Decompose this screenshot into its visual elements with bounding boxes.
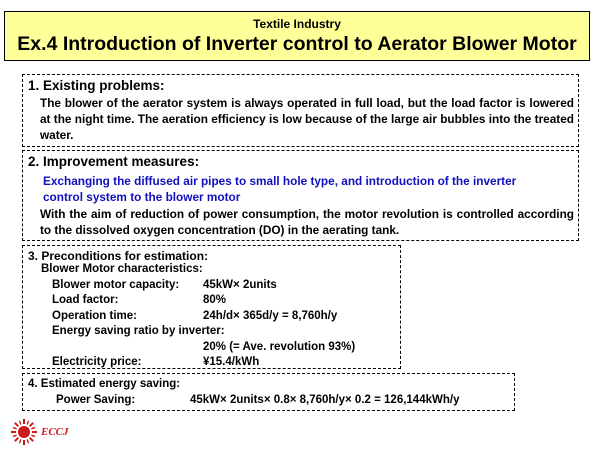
capacity-label: Blower motor capacity: [52,278,180,291]
section-title: 1. Existing problems: [28,78,165,93]
improvement-measures-box [22,150,579,241]
ratio-label: Energy saving ratio by inverter: [52,325,225,337]
list-item [41,262,355,278]
section-title: 2. Improvement measures: [28,154,200,169]
section-title-text: 4. Estimated energy saving: [28,378,181,390]
ratio-value: 20% (= Ave. revolution 93%) [203,340,356,353]
eccj-sun-logo-icon [10,418,38,446]
list-item [41,278,355,294]
list-item [41,340,355,356]
operation-label: Operation time: [52,309,137,322]
saving-label: Power Saving: [56,393,136,406]
operation-value: 24h/d× 365d/y = 8,760h/y [203,309,338,322]
category-label: Textile Industry [253,17,341,31]
title-banner [4,11,590,61]
subtitle: Blower Motor characteristics: [41,263,203,275]
highlight-text: Exchanging the diffused air pipes to small hole type, and introduction of the inverter control system to the blower motor [43,174,517,204]
capacity-value: 45kW× 2units [203,278,277,291]
section-title: 3. Preconditions for estimation: [28,249,209,263]
section-text: The blower of the aerator system is always operated in full load, but the load factor is lowered at the night time. The aeration efficiency is low because of the large air bubbles into the treated water. [40,96,574,142]
list-item [41,309,355,325]
saving-value: 45kW× 2units× 0.8× 8,760h/y× 0.2 = 126,144kWh/y [190,393,460,406]
price-value: ¥15.4/kWh [203,356,260,368]
list-item [41,293,355,309]
list-item [28,393,459,409]
list-item [41,355,355,371]
load-label: Load factor: [52,294,119,306]
section-title [28,377,459,393]
estimated-saving-box [22,373,515,411]
page-title: Ex.4 Introduction of Inverter control to Aerator Blower Motor [17,33,577,55]
logo-text: ECCJ [41,426,69,438]
preconditions-list [41,262,355,371]
section-text: With the aim of reduction of power consumption, the motor revolution is controlled according to the dissolved oxygen concentration (DO) in the aerating tank. [40,207,574,237]
eccj-logo [10,418,69,446]
list-item [41,324,355,340]
load-value: 80% [203,294,227,306]
preconditions-box [22,245,401,369]
price-label: Electricity price: [52,356,142,368]
saving-list [28,377,459,408]
existing-problems-box [22,74,579,147]
